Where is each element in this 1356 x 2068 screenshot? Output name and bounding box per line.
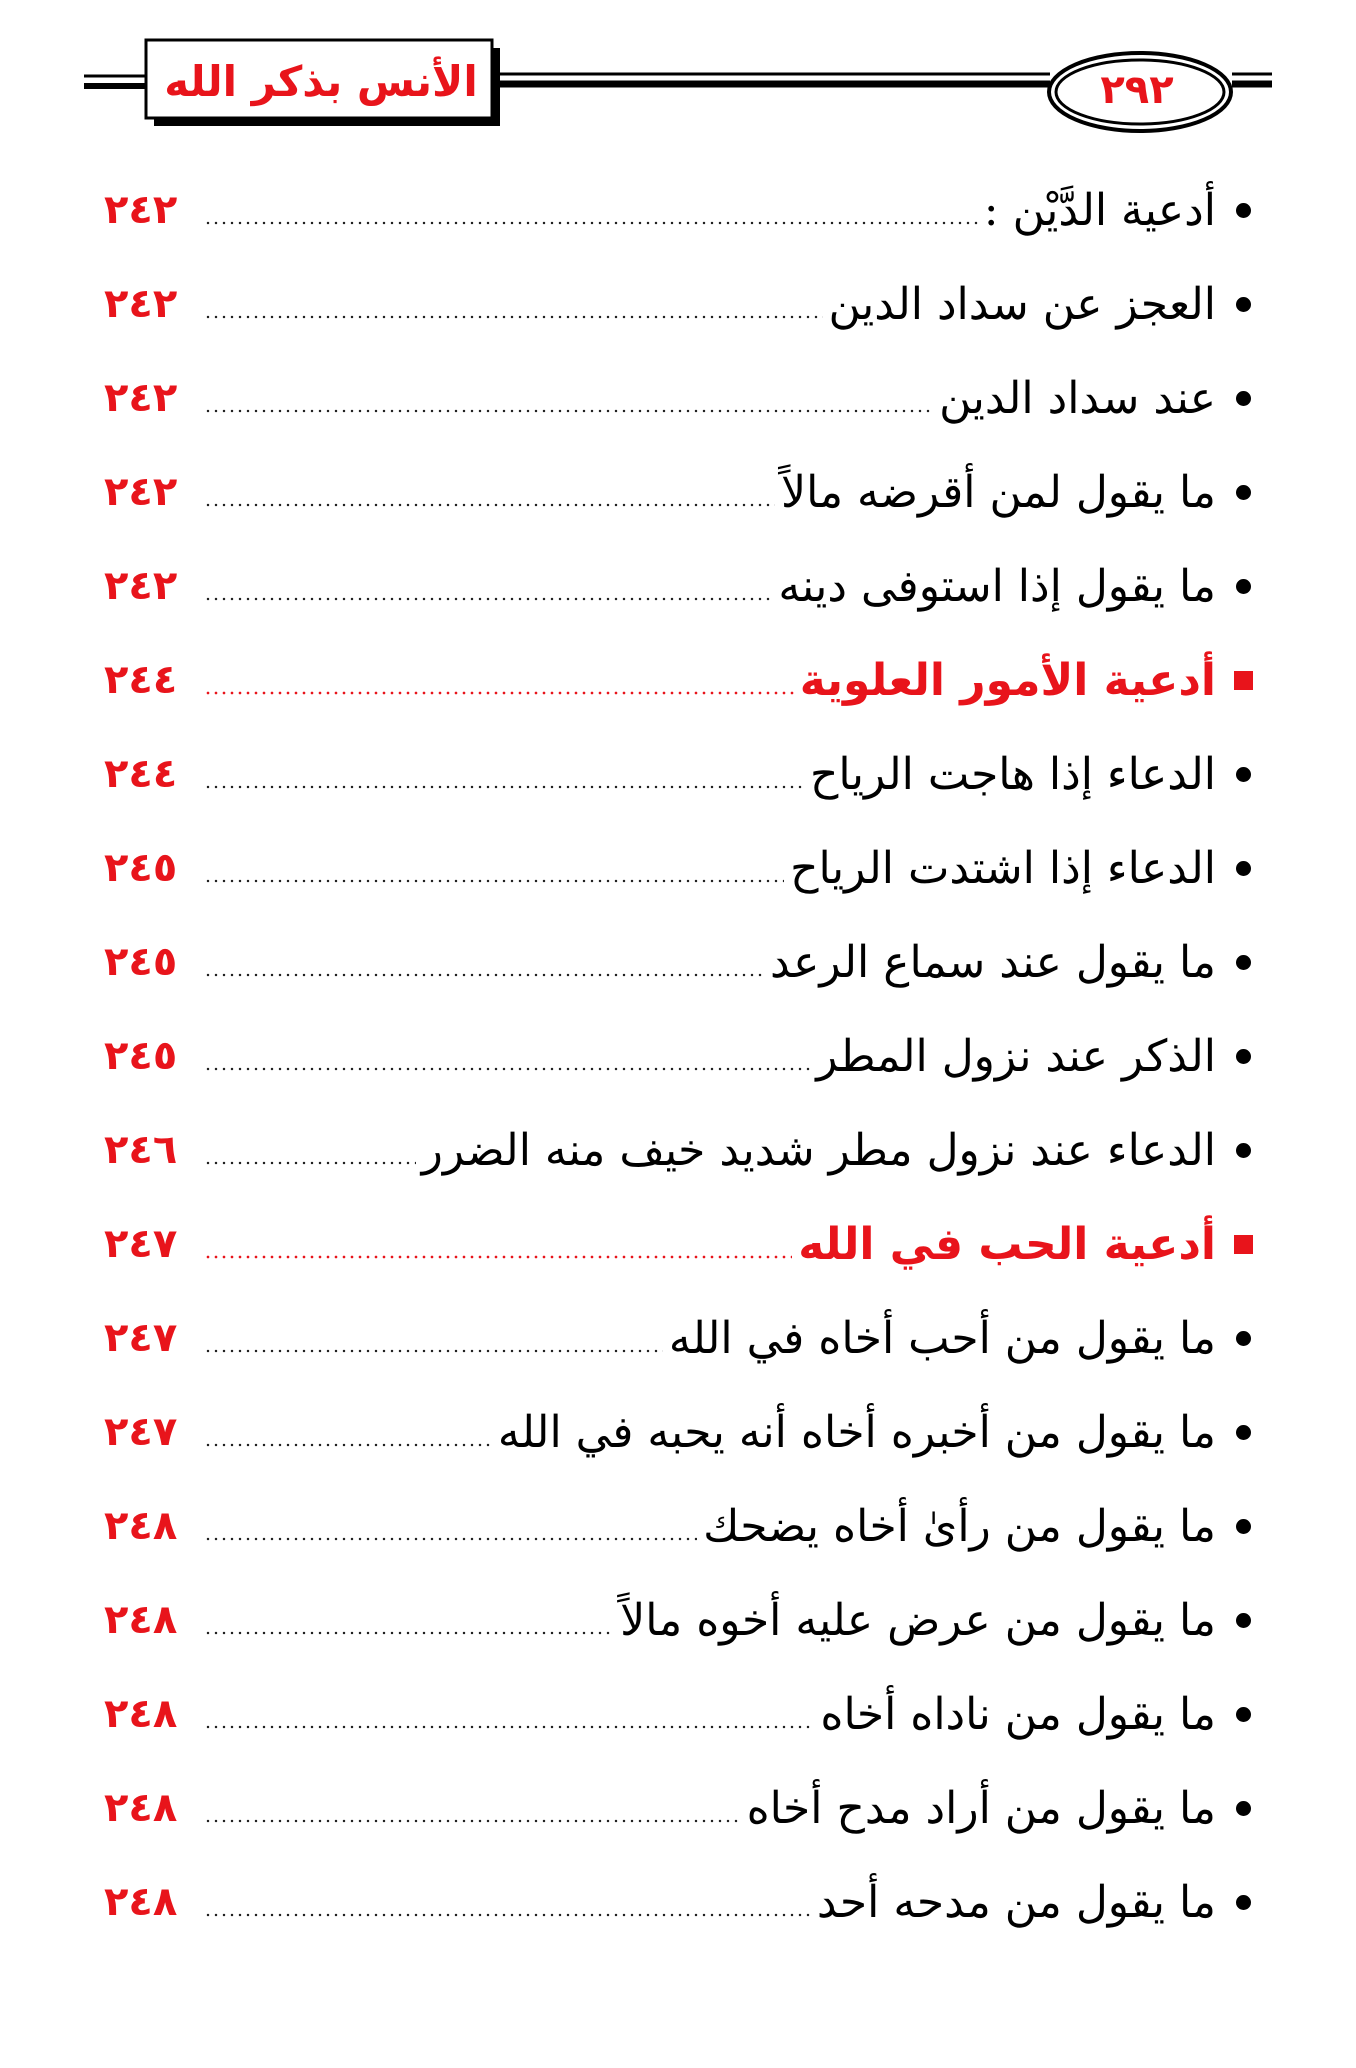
dot-leader bbox=[204, 1818, 741, 1824]
dot-leader bbox=[204, 1536, 697, 1542]
toc-item-row bbox=[100, 1110, 1260, 1190]
toc-item-row bbox=[100, 734, 1260, 814]
bullet-dot-icon bbox=[1226, 391, 1260, 406]
toc-item-row bbox=[100, 170, 1260, 250]
bullet-dot-icon bbox=[1226, 485, 1260, 500]
toc-section-row bbox=[100, 640, 1260, 720]
dot-leader bbox=[204, 596, 772, 602]
toc-item-row bbox=[100, 358, 1260, 438]
toc-page-number: ٢٤٨ bbox=[104, 1691, 178, 1737]
toc-entry-label: ما يقول من عرض عليه أخوه مالاً bbox=[620, 1594, 1216, 1646]
running-title: الأنس بذكر الله bbox=[164, 56, 478, 106]
dot-leader bbox=[204, 1348, 663, 1354]
dot-leader bbox=[204, 1442, 492, 1448]
toc-entry-label: أدعية الدَّيْن : bbox=[983, 184, 1216, 236]
dot-leader bbox=[204, 1630, 614, 1636]
toc-item-row bbox=[100, 1392, 1260, 1472]
toc-page-number: ٢٤٢ bbox=[104, 281, 178, 327]
toc-entry-label: ما يقول من مدحه أحد bbox=[816, 1876, 1216, 1928]
toc-item-row bbox=[100, 1486, 1260, 1566]
toc-page-number: ٢٤٦ bbox=[104, 1127, 178, 1173]
toc-page-number: ٢٤٤ bbox=[104, 751, 178, 797]
toc-page-number: ٢٤٧ bbox=[104, 1409, 178, 1455]
toc-page-number: ٢٤٨ bbox=[104, 1597, 178, 1643]
toc-page-number: ٢٤٥ bbox=[104, 939, 178, 985]
dot-leader bbox=[204, 408, 933, 414]
dot-leader bbox=[204, 1254, 792, 1260]
dot-leader bbox=[204, 784, 804, 790]
toc-page-number: ٢٤٥ bbox=[104, 1033, 178, 1079]
toc-entry-label: ما يقول من ناداه أخاه bbox=[820, 1688, 1216, 1740]
bullet-dot-icon bbox=[1226, 203, 1260, 218]
bullet-dot-icon bbox=[1226, 579, 1260, 594]
toc-item-row bbox=[100, 1298, 1260, 1378]
toc-page-number: ٢٤٧ bbox=[104, 1221, 178, 1267]
red-square-bullet-icon bbox=[1226, 671, 1260, 690]
bullet-dot-icon bbox=[1226, 1143, 1260, 1158]
dot-leader bbox=[204, 1724, 814, 1730]
dot-leader bbox=[204, 878, 784, 884]
dot-leader bbox=[204, 1066, 810, 1072]
toc-page-number: ٢٤٢ bbox=[104, 469, 178, 515]
toc-entry-label: ما يقول من رأىٰ أخاه يضحك bbox=[703, 1500, 1216, 1552]
toc-entry-label: الذكر عند نزول المطر bbox=[816, 1030, 1216, 1082]
toc-item-row bbox=[100, 1016, 1260, 1096]
toc-item-row bbox=[100, 1862, 1260, 1942]
toc-page-number: ٢٤٨ bbox=[104, 1503, 178, 1549]
bullet-dot-icon bbox=[1226, 1425, 1260, 1440]
toc-entry-label: ما يقول من أخبره أخاه أنه يحبه في الله bbox=[497, 1406, 1216, 1458]
toc-entry-label: ما يقول من أراد مدح أخاه bbox=[746, 1782, 1216, 1834]
bullet-dot-icon bbox=[1226, 1519, 1260, 1534]
toc-section-row bbox=[100, 1204, 1260, 1284]
toc-entry-label: الدعاء عند نزول مطر شديد خيف منه الضرر bbox=[421, 1124, 1216, 1176]
toc-entry-label: العجز عن سداد الدين bbox=[828, 278, 1216, 330]
dot-leader bbox=[204, 220, 978, 226]
page-number: ٢٩٢ bbox=[1100, 67, 1174, 113]
toc-item-row bbox=[100, 452, 1260, 532]
bullet-dot-icon bbox=[1226, 1895, 1260, 1910]
dot-leader bbox=[204, 972, 764, 978]
toc-page-number: ٢٤٧ bbox=[104, 1315, 178, 1361]
toc-item-row bbox=[100, 264, 1260, 344]
toc-entry-label: عند سداد الدين bbox=[939, 372, 1216, 424]
toc-entry-label: الدعاء إذا اشتدت الرياح bbox=[790, 842, 1216, 894]
toc-page-number: ٢٤٢ bbox=[104, 375, 178, 421]
bullet-dot-icon bbox=[1226, 297, 1260, 312]
bullet-dot-icon bbox=[1226, 767, 1260, 782]
bullet-dot-icon bbox=[1226, 1049, 1260, 1064]
toc-entry-label: ما يقول عند سماع الرعد bbox=[770, 936, 1216, 988]
toc-item-row bbox=[100, 1674, 1260, 1754]
page-header bbox=[0, 0, 1356, 140]
toc-page-number: ٢٤٤ bbox=[104, 657, 178, 703]
bullet-dot-icon bbox=[1226, 1613, 1260, 1628]
toc-entry-label: ما يقول من أحب أخاه في الله bbox=[668, 1312, 1216, 1364]
toc-entry-label: أدعية الأمور العلوية bbox=[799, 654, 1216, 706]
bullet-dot-icon bbox=[1226, 955, 1260, 970]
dot-leader bbox=[204, 1912, 811, 1918]
toc-entry-label: الدعاء إذا هاجت الرياح bbox=[809, 748, 1216, 800]
toc-page-number: ٢٤٨ bbox=[104, 1785, 178, 1831]
toc-entry-label: ما يقول إذا استوفى دينه bbox=[778, 560, 1216, 612]
toc-page-number: ٢٤٨ bbox=[104, 1879, 178, 1925]
toc-item-row bbox=[100, 1580, 1260, 1660]
bullet-dot-icon bbox=[1226, 1801, 1260, 1816]
red-square-bullet-icon bbox=[1226, 1235, 1260, 1254]
toc-item-row bbox=[100, 922, 1260, 1002]
dot-leader bbox=[204, 314, 823, 320]
toc-entry-label: ما يقول لمن أقرضه مالاً bbox=[780, 466, 1216, 518]
bullet-dot-icon bbox=[1226, 861, 1260, 876]
dot-leader bbox=[204, 502, 775, 508]
toc-item-row bbox=[100, 1768, 1260, 1848]
toc-page-number: ٢٤٥ bbox=[104, 845, 178, 891]
bullet-dot-icon bbox=[1226, 1331, 1260, 1346]
toc-item-row bbox=[100, 546, 1260, 626]
bullet-dot-icon bbox=[1226, 1707, 1260, 1722]
toc-entry-label: أدعية الحب في الله bbox=[798, 1218, 1216, 1270]
toc-page-number: ٢٤٢ bbox=[104, 187, 178, 233]
toc-item-row bbox=[100, 828, 1260, 908]
dot-leader bbox=[204, 1160, 416, 1166]
dot-leader bbox=[204, 690, 794, 696]
toc-page-number: ٢٤٢ bbox=[104, 563, 178, 609]
